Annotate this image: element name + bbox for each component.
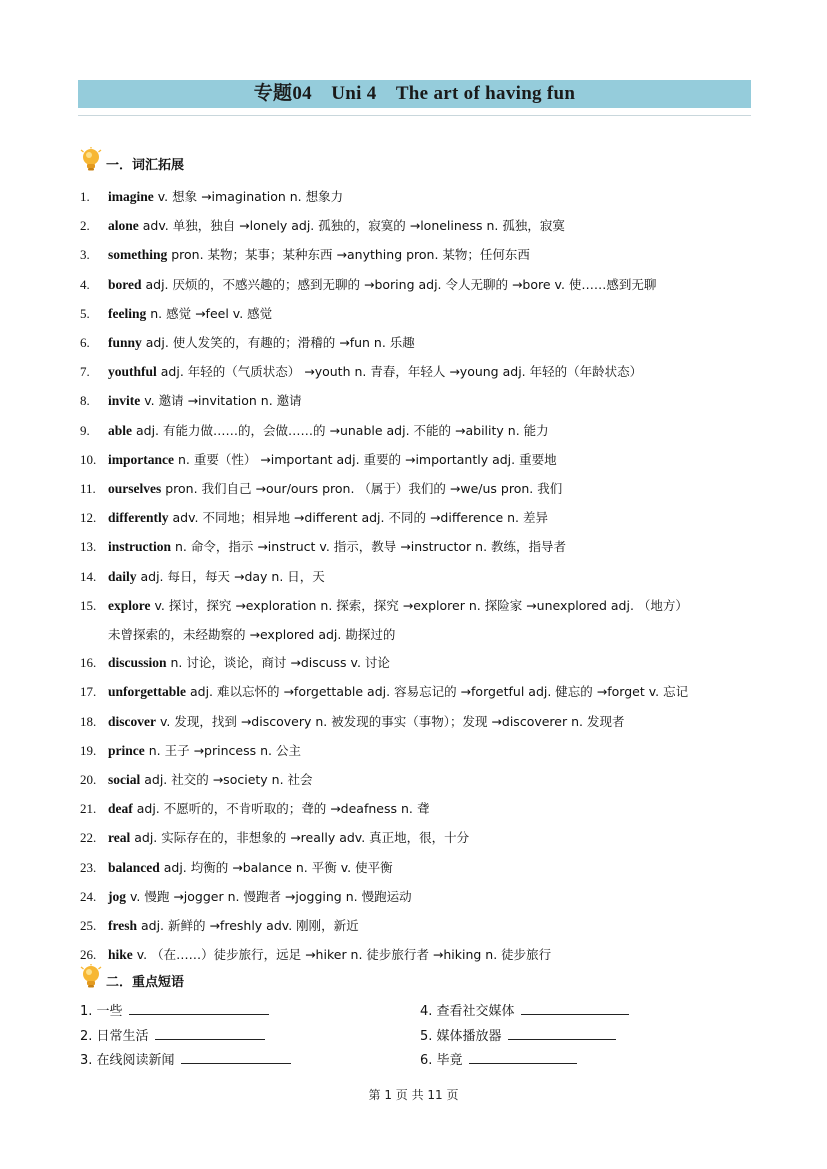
vocab-list	[80, 183, 760, 970]
item-number: 4.	[80, 276, 90, 292]
item-number: 25.	[80, 918, 97, 934]
item-number: 24.	[80, 888, 97, 904]
definition: v. 慢跑 →jogger n. 慢跑者 →jogging n. 慢跑运动	[126, 888, 412, 904]
headword: feeling	[108, 305, 147, 321]
definition: n. 王子 →princess n. 公主	[144, 742, 301, 758]
definition: v. 邀请 →invitation n. 邀请	[140, 393, 302, 409]
answer-blank[interactable]	[129, 1000, 269, 1015]
headword: ourselves	[108, 481, 162, 497]
item-number: 3.	[80, 247, 90, 263]
definition-continued: 未曾探索的，未经勘察的 →explored adj. 勘探过的	[108, 627, 396, 643]
headword: fresh	[108, 918, 137, 934]
vocab-item	[80, 766, 760, 795]
headword: invite	[108, 393, 141, 409]
definition: adj. 实际存在的，非想象的 →really adv. 真正地，很，十分	[130, 830, 470, 846]
headword: explore	[108, 597, 151, 613]
item-number: 13.	[80, 539, 97, 555]
item-number: 26.	[80, 947, 97, 963]
vocab-item	[80, 329, 760, 358]
definition: pron. 某物；某事；某种东西 →anything pron. 某物；任何东西	[167, 247, 530, 263]
section-vocab-heading	[80, 147, 184, 173]
lightbulb-icon	[80, 147, 102, 173]
definition: adj. 年轻的（气质状态） →youth n. 青春，年轻人 →young adj. 年轻的（年龄状态）	[156, 364, 643, 380]
vocab-item	[80, 563, 760, 592]
vocab-item	[80, 212, 760, 241]
vocab-item	[80, 795, 760, 824]
item-number: 12.	[80, 510, 97, 526]
definition: adj. 厌烦的，不感兴趣的；感到无聊的 →boring adj. 令人无聊的 →bore v. 使……感到无聊	[141, 276, 657, 292]
item-number: 7.	[80, 364, 90, 380]
item-number: 8.	[80, 393, 90, 409]
vocab-item	[80, 475, 760, 504]
vocab-item	[80, 678, 760, 707]
item-number: 5.	[80, 305, 90, 321]
definition: adj. 难以忘怀的 →forgettable adj. 容易忘记的 →forgetful adj. 健忘的 →forget v. 忘记	[186, 684, 689, 700]
phrase-row	[80, 1049, 760, 1074]
headword: importance	[108, 451, 174, 467]
definition: v. 发现，找到 →discovery n. 被发现的事实（事物）；发现 →discoverer n. 发现者	[156, 713, 625, 729]
phrase-prompt: 5. 媒体播放器	[420, 1028, 502, 1044]
definition: n. 命令，指示 →instruct v. 指示，教导 →instructor n. 教练，指导者	[171, 539, 567, 555]
vocab-item	[80, 387, 760, 416]
headword: instruction	[108, 539, 172, 555]
title-banner	[78, 80, 751, 108]
item-number: 18.	[80, 713, 97, 729]
definition: n. 讨论，谈论，商讨 →discuss v. 讨论	[166, 655, 390, 671]
page-title: 专题04 Uni 4 The art of having fun	[253, 83, 576, 104]
definition: adv. 不同地；相异地 →different adj. 不同的 →difference n. 差异	[168, 510, 549, 526]
definition: v. 探讨，探究 →exploration n. 探索，探究 →explorer n. 探险家 →unexplored adj. （地方）	[150, 597, 688, 613]
headword: imagine	[108, 189, 154, 204]
item-number: 6.	[80, 335, 90, 351]
vocab-item	[80, 737, 760, 766]
headword: hike	[108, 947, 133, 963]
lightbulb-icon	[80, 964, 102, 990]
phrase-prompt: 6. 毕竟	[420, 1053, 463, 1068]
item-number: 22.	[80, 830, 97, 846]
headword: differently	[108, 510, 169, 526]
vocab-item	[80, 183, 760, 212]
vocab-item	[80, 533, 760, 562]
vocab-item	[80, 883, 760, 912]
headword: real	[108, 830, 131, 846]
headword: daily	[108, 568, 137, 584]
vocab-item	[80, 241, 760, 270]
item-number: 20.	[80, 772, 97, 788]
vocab-item	[80, 854, 760, 883]
item-number: 23.	[80, 859, 97, 875]
headword: deaf	[108, 801, 133, 817]
item-number: 11.	[80, 481, 96, 497]
definition: n. 感觉 →feel v. 感觉	[146, 305, 273, 321]
headword: able	[108, 422, 133, 438]
answer-blank[interactable]	[181, 1049, 291, 1064]
item-number: 15.	[80, 597, 97, 613]
definition: adj. 新鲜的 →freshly adv. 刚刚，新近	[137, 918, 359, 934]
vocab-item	[80, 417, 760, 446]
headword: prince	[108, 742, 145, 758]
vocab-item	[80, 592, 760, 649]
headword: youthful	[108, 364, 157, 380]
definition: adj. 不愿听的，不肯听取的；聋的 →deafness n. 聋	[132, 801, 430, 817]
vocab-item	[80, 824, 760, 853]
phrase-list	[80, 1000, 760, 1074]
vocab-item	[80, 649, 760, 678]
vocab-item	[80, 708, 760, 737]
item-number: 19.	[80, 742, 97, 758]
item-number: 2.	[80, 218, 90, 234]
phrase-row	[80, 1025, 760, 1050]
section-title: 二．重点短语	[106, 974, 185, 990]
vocab-item	[80, 271, 760, 300]
headword: jog	[108, 888, 126, 904]
headword: bored	[108, 276, 142, 292]
item-number: 10.	[80, 451, 97, 467]
headword: balanced	[108, 859, 160, 875]
definition: adj. 均衡的 →balance n. 平衡 v. 使平衡	[159, 859, 393, 875]
headword: alone	[108, 218, 139, 234]
vocab-item	[80, 504, 760, 533]
definition: adj. 社交的 →society n. 社会	[140, 772, 313, 788]
definition: pron. 我们自己 →our/ours pron. （属于）我们的 →we/us pron. 我们	[161, 481, 563, 497]
definition: v. （在……）徒步旅行，远足 →hiker n. 徒步旅行者 →hiking n. 徒步旅行	[132, 947, 552, 963]
item-number: 16.	[80, 655, 97, 671]
answer-blank[interactable]	[469, 1049, 577, 1064]
phrase-row	[80, 1000, 760, 1025]
headword: something	[108, 247, 168, 263]
answer-blank[interactable]	[155, 1025, 265, 1040]
phrase-prompt: 3. 在线阅读新闻	[80, 1053, 175, 1068]
answer-blank[interactable]	[508, 1025, 616, 1040]
vocab-item	[80, 300, 760, 329]
item-number: 17.	[80, 684, 97, 700]
headword: social	[108, 772, 141, 788]
vocab-item	[80, 446, 760, 475]
headword: unforgettable	[108, 684, 186, 700]
answer-blank[interactable]	[521, 1000, 629, 1015]
definition: adj. 每日，每天 →day n. 日，天	[136, 568, 325, 584]
vocab-item	[80, 358, 760, 387]
definition: adv. 单独，独自 →lonely adj. 孤独的，寂寞的 →loneliness n. 孤独，寂寞	[138, 218, 565, 234]
item-number: 1.	[80, 189, 90, 204]
headword: funny	[108, 335, 142, 351]
page-footer: 第 1 页 共 11 页	[368, 1088, 459, 1102]
section-title: 一．词汇拓展	[106, 157, 185, 173]
phrase-prompt: 1. 一些	[80, 1004, 123, 1019]
headword: discussion	[108, 655, 167, 671]
definition: adj. 有能力做……的，会做……的 →unable adj. 不能的 →ability n. 能力	[132, 422, 549, 438]
headword: discover	[108, 713, 156, 729]
section-phrases-heading	[80, 964, 184, 990]
title-divider	[78, 115, 751, 116]
phrase-prompt: 4. 查看社交媒体	[420, 1004, 515, 1019]
item-number: 14.	[80, 568, 97, 584]
vocab-item	[80, 912, 760, 941]
definition: v. 想象 →imagination n. 想象力	[153, 189, 344, 204]
definition: n. 重要（性） →important adj. 重要的 →importantly adj. 重要地	[173, 451, 557, 467]
item-number: 9.	[80, 422, 90, 438]
phrase-prompt: 2. 日常生活	[80, 1028, 149, 1044]
definition: adj. 使人发笑的，有趣的；滑稽的 →fun n. 乐趣	[141, 335, 415, 351]
item-number: 21.	[80, 801, 97, 817]
